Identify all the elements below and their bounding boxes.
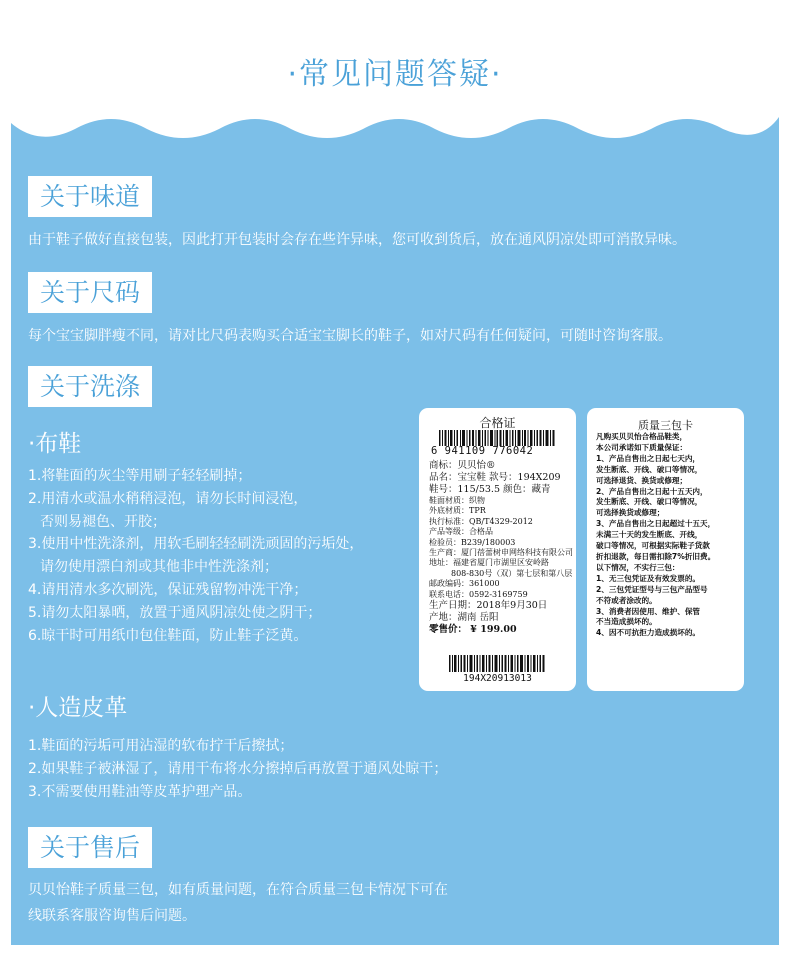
tag-line: 产品等级：合格品	[429, 527, 493, 537]
page-title: ·常见问题答疑·	[287, 57, 503, 92]
list-item: 3.使用中性洗涤剂，用软毛刷轻轻刷洗顽固的污垢处，	[28, 536, 364, 553]
tag-line: 联系电话：0592-3169759	[429, 589, 528, 599]
tag-line: 外底材质：TPR	[429, 506, 486, 516]
subheading-artificial-leather: ·人造皮革	[28, 695, 128, 721]
section-heading-wash: 关于洗涤	[28, 366, 152, 407]
barcode-number: 6 941109 776042	[431, 445, 534, 457]
tag-line: 地址：福建省厦门市湖里区安岭路	[429, 558, 549, 568]
tag-line: 邮政编码：361000	[429, 579, 500, 589]
warranty-line: 折扣退款，每日需扣除7%折旧费。	[596, 551, 716, 561]
list-item: 5.请勿太阳暴晒，放置于通风阴凉处使之阴干；	[28, 604, 322, 621]
warranty-line: 不符或者涂改的。	[596, 595, 657, 605]
warranty-line: 1、产品自售出之日起七天内，	[596, 453, 701, 463]
warranty-line: 2、产品自售出之日起十五天内，	[596, 486, 708, 496]
warranty-line: 可选择退货、换货或修理；	[596, 475, 688, 485]
warranty-card	[587, 408, 744, 691]
certificate-title: 合格证	[479, 416, 516, 430]
warranty-line: 本公司承诺如下质量保证：	[596, 442, 688, 452]
faq-panel	[11, 5, 779, 945]
list-item: 3.不需要使用鞋油等皮革护理产品。	[28, 783, 252, 800]
section-heading-after-sales: 关于售后	[28, 827, 152, 868]
tag-line: 鞋面材质：织物	[429, 496, 485, 505]
leather-care-list	[28, 735, 447, 803]
bottom-barcode-image	[449, 655, 545, 672]
retail-price: 零售价： ¥ 199.00	[429, 624, 517, 636]
certificate-details	[429, 460, 571, 636]
section-heading-size: 关于尺码	[28, 272, 152, 313]
text-line: 贝贝怡鞋子质量三包，如有质量问题，在符合质量三包卡情况下可在	[28, 882, 448, 898]
list-item: 1.鞋面的污垢可用沾湿的软布拧干后擦拭；	[28, 738, 294, 754]
warranty-line: 2、三包凭证型号与三包产品型号	[596, 584, 708, 594]
tag-line: 执行标准：QB/T4329-2012	[429, 516, 533, 526]
section-text-smell: 由于鞋子做好直接包装，因此打开包装时会存在些许异味，您可收到货后，放在通风阴凉处即可消散异味。	[28, 232, 686, 248]
warranty-line: 可选择换货或修理；	[596, 508, 665, 518]
list-item: 4.请用清水多次刷洗，保证残留物冲洗干净；	[28, 581, 308, 598]
warranty-line: 发生断底、开线、破口等情况，	[596, 497, 703, 507]
certificate-tag	[419, 408, 576, 691]
list-item: 2.用清水或温水稍稍浸泡，请勿长时间浸泡，	[28, 490, 308, 507]
tag-line: 产地：湖南 岳阳	[429, 612, 499, 624]
tag-line: 生产商：厦门蓓蕾树申网络科技有限公司	[429, 548, 573, 558]
warranty-line: 不当造成损坏的。	[596, 617, 657, 627]
tag-line: 生产日期：2018年9月30日	[429, 600, 548, 612]
list-item: 请勿使用漂白剂或其他非中性洗涤剂；	[40, 559, 278, 576]
tag-line: 鞋号：115/53.5 颜色：藏青	[429, 484, 551, 495]
warranty-line: 凡购买贝贝怡合格品鞋类，	[596, 432, 688, 441]
text-line: 线联系客服咨询售后问题。	[28, 908, 196, 924]
warranty-line: 1、无三包凭证及有效发票的。	[596, 573, 701, 583]
warranty-line: 未满三十天的发生断底、开线，	[596, 530, 703, 540]
barcode-image	[439, 430, 555, 446]
warranty-title: 质量三包卡	[638, 419, 693, 432]
tag-line: 品名：宝宝鞋 款号：194X209	[429, 472, 561, 483]
tag-line: 商标：贝贝怡®	[429, 460, 496, 471]
warranty-line: 破口等情况，可根据实际鞋子货款	[596, 541, 710, 551]
warranty-line: 以下情况，不实行三包：	[596, 562, 680, 572]
warranty-terms	[596, 432, 738, 639]
section-text-size: 每个宝宝脚胖瘦不同，请对比尺码表购买合适宝宝脚长的鞋子，如对尺码有任何疑问，可随时咨询客服。	[28, 328, 672, 344]
tag-line: 808-830号（双）第七层和第八层	[451, 568, 573, 578]
bottom-barcode-number: 194X20913013	[463, 673, 532, 684]
subheading-cloth-shoes: ·布鞋	[28, 431, 82, 457]
tag-line: 检验员：B239/180003	[429, 537, 516, 547]
warranty-line: 发生断底、开线、破口等情况，	[596, 464, 703, 474]
list-item: 2.如果鞋子被淋湿了，请用干布将水分擦掉后再放置于通风处晾干；	[28, 760, 448, 777]
list-item: 1.将鞋面的灰尘等用刷子轻轻刷掉；	[28, 468, 252, 484]
section-text-after-sales	[28, 877, 448, 929]
warranty-line: 4、因不可抗拒力造成损坏的。	[596, 628, 701, 638]
section-heading-smell: 关于味道	[28, 176, 152, 217]
warranty-line: 3、产品自售出之日起超过十五天，	[596, 519, 716, 529]
cloth-care-list	[28, 465, 363, 647]
list-item: 6.晾干时可用纸巾包住鞋面，防止鞋子泛黄。	[28, 627, 308, 644]
warranty-line: 3、消费者因使用、维护、保管	[596, 606, 701, 616]
list-item: 否则易褪色、开胶；	[40, 513, 166, 530]
